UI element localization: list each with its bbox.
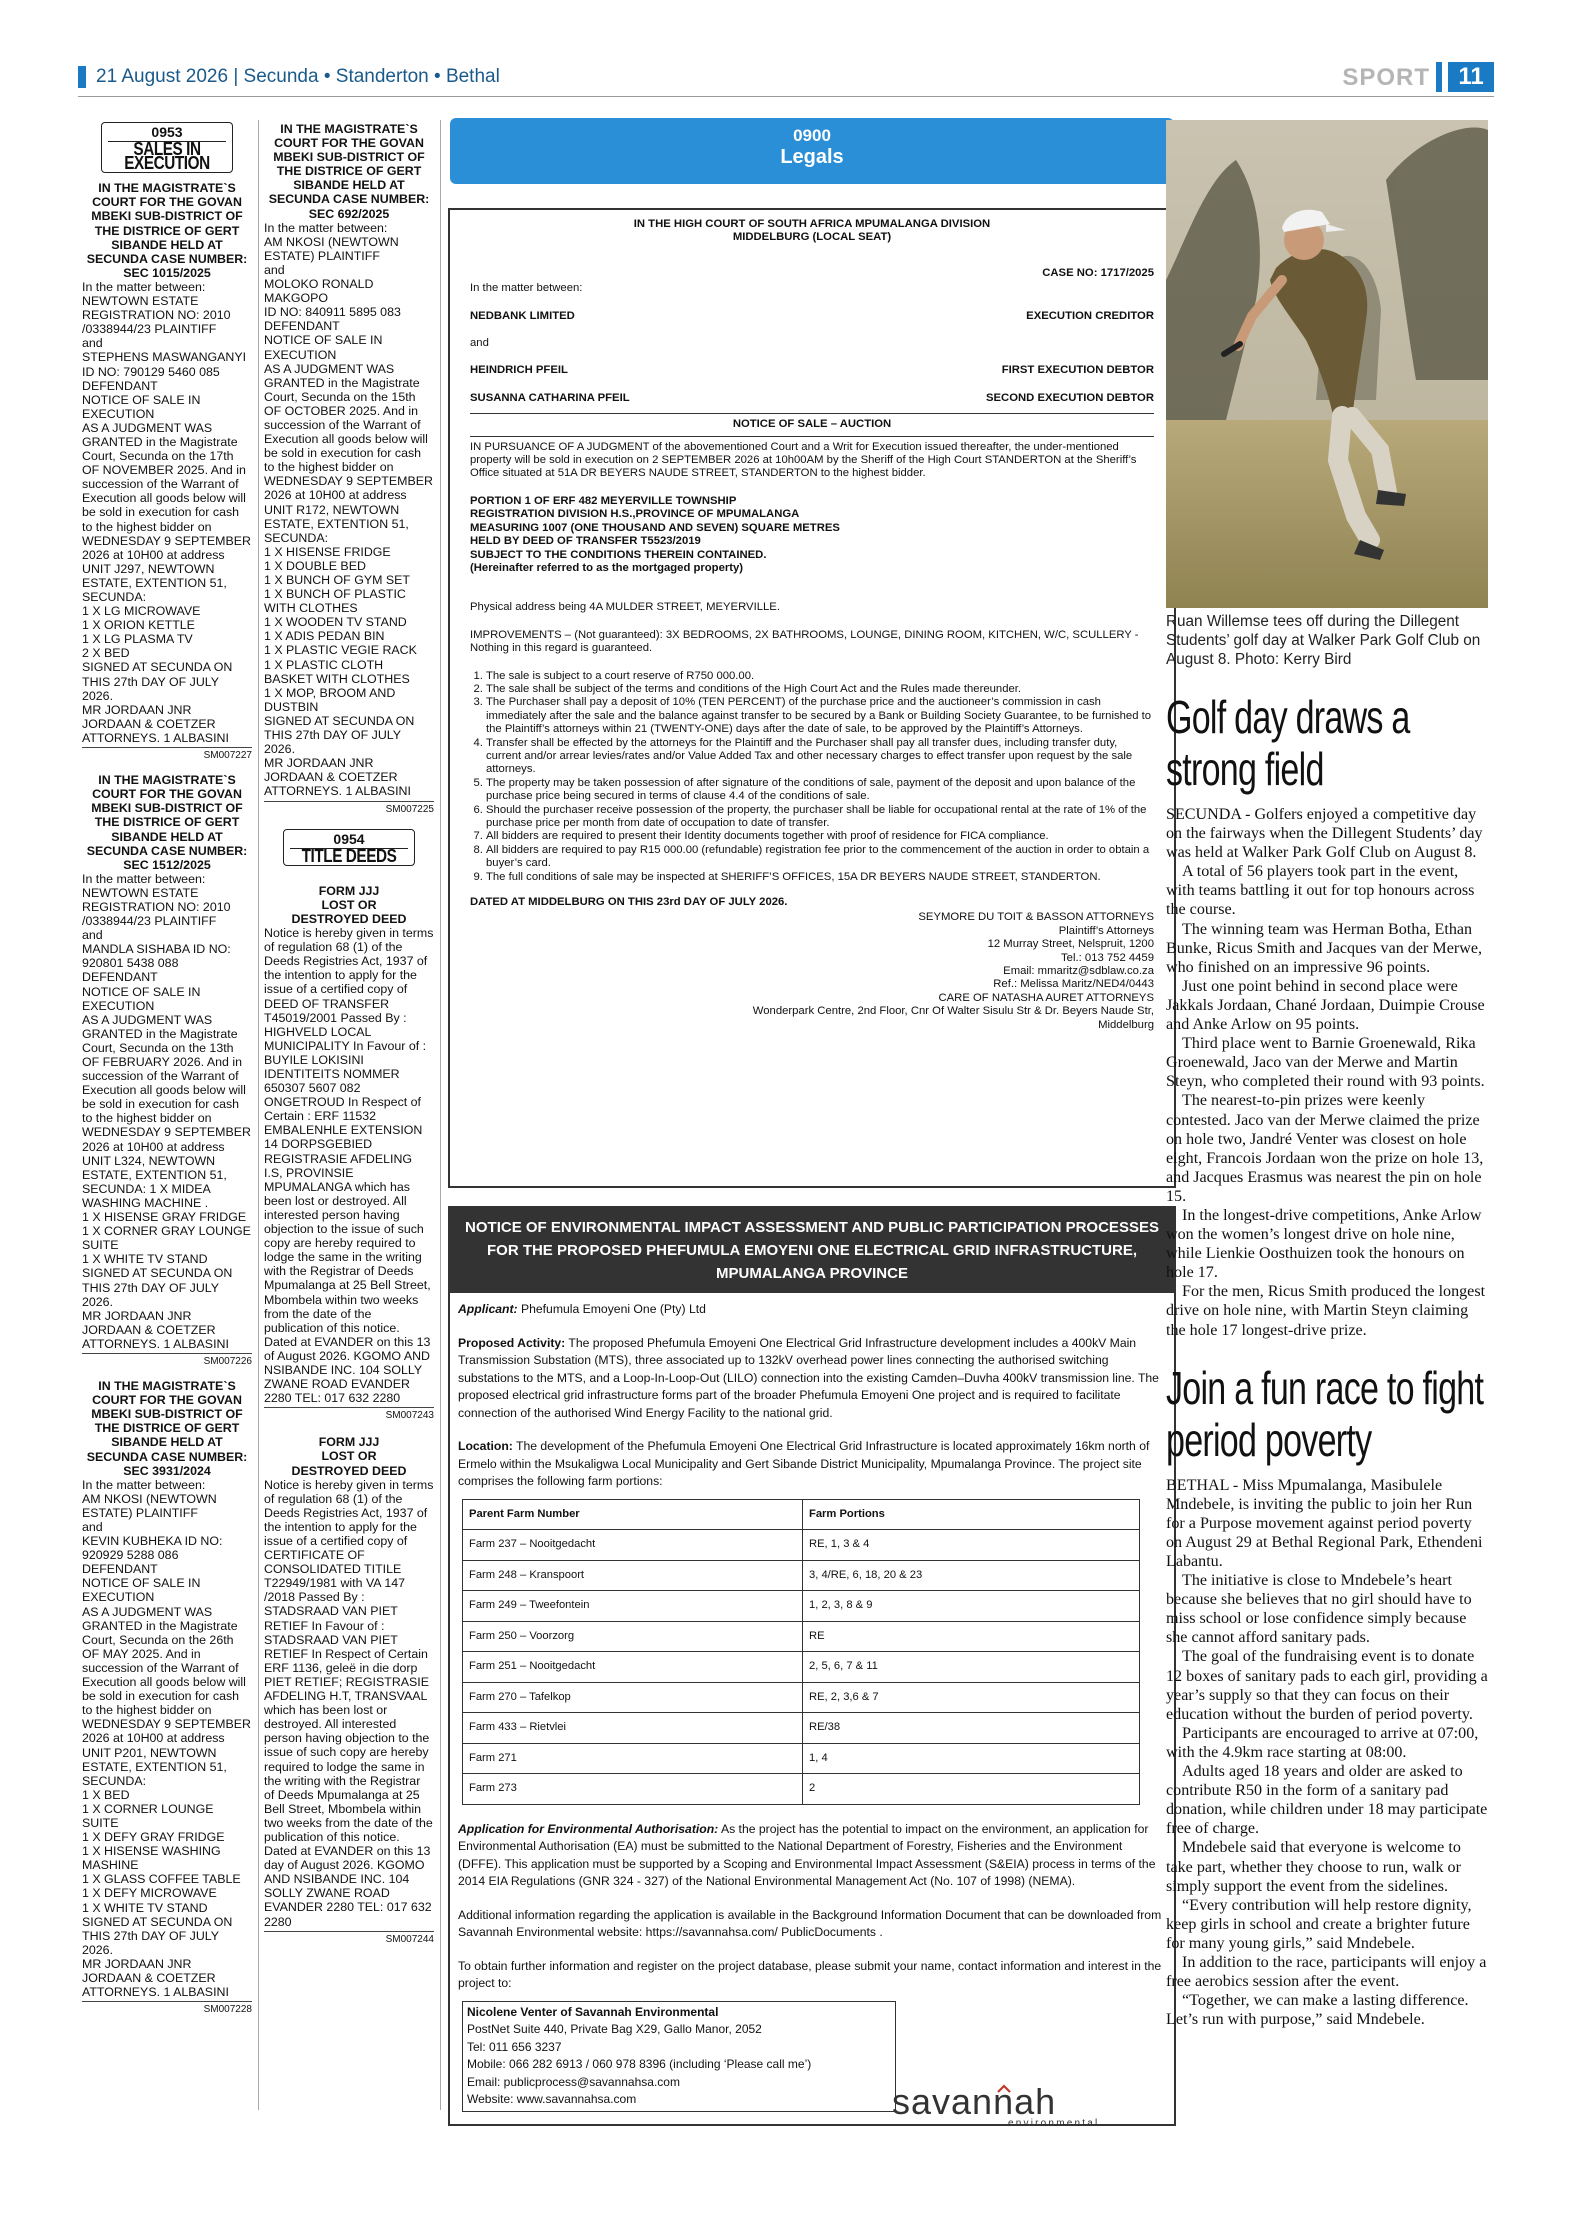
story-paragraph: In addition to the race, participants will enjoy a free aerobics session after the event. bbox=[1166, 1953, 1487, 1991]
condition-item: 6. Should the purchaser receive possession of the property, the purchaser shall be liable for occupational rental at the rate of 1% of the purchase price per month from date of occupation to date of transfer. bbox=[486, 804, 1154, 831]
divider bbox=[470, 413, 1154, 414]
table-row bbox=[463, 1530, 1140, 1561]
court-heading: IN THE MAGISTRATE`S COURT FOR THE GOVAN MBEKI SUB-DISTRICT OF THE DISTRICE OF GERT SIBANDE HELD AT SECUNDA CASE NUMBER: SEC 1512/2025 bbox=[86, 773, 248, 872]
register-info: To obtain further information and register on the project database, please submit your name, contact information and interest in the project to: bbox=[458, 1958, 1162, 1990]
condition-item: 1. The sale is subject to a court reserve of R750 000.00. bbox=[486, 670, 1154, 683]
portion-cell: RE, 2, 3,6 & 7 bbox=[803, 1682, 1140, 1713]
deed-heading: FORM JJJ LOST OR DESTROYED DEED bbox=[291, 883, 407, 926]
column-header: Parent Farm Number bbox=[463, 1499, 803, 1530]
story-paragraph: Third place went to Barnie Groenewald, Rika Groenewald, Jaco van der Merwe and Martin Steyn, who completed their round with 93 points. bbox=[1166, 1035, 1485, 1091]
story-paragraph: The initiative is close to Mndebele’s heart because she believes that no girl should have to miss school or lose confidence simply because she cannot afford sanitary pads. bbox=[1166, 1572, 1472, 1647]
story-paragraph: SECUNDA - Golfers enjoyed a competitive day on the fairways when the Dillegent Students’ day was held at Walker Park Golf Club on August 8. bbox=[1166, 806, 1483, 862]
story-paragraph: Participants are encouraged to arrive at 07:00, with the 4.9km race starting at 08:00. bbox=[1166, 1724, 1479, 1761]
notice-body: In the matter between: NEWTOWN ESTATE REGISTRATION NO: 2010 /0338944/23 PLAINTIFF and MANDLA SISHABA ID NO: 920801 5438 088 DEFENDANT NOTICE OF SALE IN EXECUTION AS A JUDGMENT WAS GRANTED in the Magistrate Court, Secunda on the 13th OF FEBRUARY 2026. And in succession of the Warrant of Execution all goods below will be sold in execution for cash to the highest bidder on WEDNESDAY 9 SEPTEMBER 2026 at 10H00 at address UNIT L324, NEWTOWN ESTATE, EXTENTION 51, SECUNDA: 1 X MIDEA WASHING MACHINE . 1 X HISENSE GRAY FRIDGE 1 X CORNER GRAY LOUNGE SUITE 1 X WHITE TV STAND SIGNED AT SECUNDA ON THIS 27th DAY OF JULY 2026. MR JORDAAN JNR JORDAAN & COETZER ATTORNEYS. 1 ALBASINI bbox=[82, 871, 251, 1351]
table-header-row bbox=[463, 1499, 1140, 1530]
legals-number: 0900 bbox=[793, 126, 831, 145]
table-row bbox=[463, 1652, 1140, 1683]
classifieds-column-1 bbox=[82, 122, 252, 2027]
table-row bbox=[463, 1682, 1140, 1713]
story-paragraph: “Together, we can make a lasting difference. Let’s run with purpose,” said Mndebele. bbox=[1166, 1992, 1469, 2029]
deed-notice bbox=[264, 884, 434, 1424]
header-rule bbox=[78, 96, 1494, 97]
deed-notice bbox=[264, 1435, 434, 1946]
photo-caption: Ruan Willemse tees off during the Dillegent Students’ golf day at Walker Park Golf Club on August 8. Photo: Kerry Bird bbox=[1166, 613, 1481, 668]
applicant-line bbox=[458, 1301, 1166, 1319]
story-paragraph: The goal of the fundraising event is to donate 12 boxes of sanitary pads to each girl, providing a year’s supply so that they can focus on their education without the burden of period poverty. bbox=[1166, 1648, 1488, 1723]
golf-headline: Golf day draws a strong field bbox=[1166, 691, 1410, 795]
race-headline: Join a fun race to fight period poverty bbox=[1166, 1361, 1484, 1466]
page-number: 11 bbox=[1448, 62, 1494, 92]
farm-cell: Farm 270 – Tafelkop bbox=[463, 1682, 803, 1713]
legals-title: Legals bbox=[780, 146, 844, 168]
matter-between: In the matter between: bbox=[470, 282, 583, 295]
notice-ref: SM007228 bbox=[82, 2001, 252, 2017]
applicant-label: Applicant: bbox=[458, 1302, 518, 1316]
story-paragraph: For the men, Ricus Smith produced the longest drive on hole nine, with Martin Steyn claiming the hole 17 longest-drive prize. bbox=[1166, 1283, 1486, 1339]
portion-cell: RE/38 bbox=[803, 1713, 1140, 1744]
story-paragraph: The winning team was Herman Botha, Ethan Bunke, Ricus Smith and Jacques van der Merwe, who finished on an impressive 96 points. bbox=[1166, 920, 1482, 976]
authorisation-paragraph bbox=[458, 1821, 1166, 1891]
conditions-list bbox=[486, 670, 1154, 885]
farm-cell: Farm 250 – Voorzorg bbox=[463, 1621, 803, 1652]
divider bbox=[470, 436, 1154, 437]
applicant-value: Phefumula Emoyeni One (Pty) Ltd bbox=[517, 1302, 706, 1316]
farm-portions-table bbox=[462, 1499, 1140, 1805]
party-role: FIRST EXECUTION DEBTOR bbox=[1001, 364, 1154, 377]
physical-address: Physical address being 4A MULDER STREET, MEYERVILLE. bbox=[470, 601, 780, 614]
contact-details: PostNet Suite 440, Private Bag X29, Gallo Manor, 2052 Tel: 011 656 3237 Mobile: 066 282 6913 / 060 978 8396 (including ‘Please call me’) Email: publicprocess@savannahsa.com Website: www.savannahsa.com bbox=[467, 2022, 812, 2106]
notice-ref: SM007226 bbox=[82, 1353, 252, 1369]
high-court-notice bbox=[448, 208, 1176, 1188]
category-title: TITLE DEEDS bbox=[301, 845, 397, 866]
savannah-logo-graphic bbox=[890, 2084, 1120, 2128]
logo-wordmark: savannah bbox=[892, 2084, 1057, 2122]
header-date-place: 21 August 2026 | Secunda • Standerton • Bethal bbox=[96, 66, 500, 87]
header-accent-bar bbox=[78, 66, 86, 88]
story-paragraph: “Every contribution will help restore dignity, keep girls in school and create a brighter future for many young girls,” said Mndebele. bbox=[1166, 1896, 1472, 1952]
farm-cell: Farm 237 – Nooitgedacht bbox=[463, 1530, 803, 1561]
party-row bbox=[470, 310, 1154, 323]
authorisation-text: As the project has the potential to impact on the environment, an application for Environmental Authorisation (EA) must be submitted to the National Department of Forestry, Fisheries and the Environment (DFFE). This application must be supported by a Scoping and Environmental Impact Assessment (S&EIA) process in terms of the 2014 EIA Regulations (GNR 324 - 327) of the National Environmental Management Act (No. 107 of 1998) (NEMA). bbox=[458, 1821, 1156, 1888]
story-paragraph: A total of 56 players took part in the event, with teams battling it out for top honours across the course. bbox=[1166, 863, 1475, 919]
table-row bbox=[463, 1713, 1140, 1744]
table-row bbox=[463, 1774, 1140, 1805]
logo-subtitle: environmental bbox=[1008, 2118, 1100, 2128]
activity-label: Proposed Activity: bbox=[458, 1335, 566, 1350]
portion-cell: 2, 5, 6, 7 & 11 bbox=[803, 1652, 1140, 1683]
story-paragraph: Just one point behind in second place were Jakkals Jordaan, Chané Jordaan, Duimpie Crouse and Anke Arlow on 95 points. bbox=[1166, 977, 1485, 1034]
section-label: SPORT bbox=[1342, 64, 1430, 91]
party-role: SECOND EXECUTION DEBTOR bbox=[985, 391, 1154, 404]
farm-cell: Farm 273 bbox=[463, 1774, 803, 1805]
portion-cell: RE bbox=[803, 1621, 1140, 1652]
portion-cell: 2 bbox=[803, 1774, 1140, 1805]
party-name: SUSANNA CATHARINA PFEIL bbox=[470, 391, 630, 404]
condition-item: 5. The property may be taken possession of after signature of the conditions of sale, payment of the deposit and upon balance of the purchase price being secured in terms of clause 4.4 of the conditions of sale. bbox=[486, 777, 1154, 804]
env-notice-title: NOTICE OF ENVIRONMENTAL IMPACT ASSESSMENT AND PUBLIC PARTICIPATION PROCESSES FOR THE PROPOSED PHEFUMULA EMOYENI ONE ELECTRICAL GRID INFRASTRUCTURE, MPUMALANGA PROVINCE bbox=[450, 1208, 1174, 1293]
dated-line: DATED AT MIDDELBURG ON THIS 23rd DAY OF JULY 2026. bbox=[470, 896, 788, 909]
party-role: EXECUTION CREDITOR bbox=[1026, 309, 1154, 322]
column-header: Farm Portions bbox=[803, 1499, 1140, 1530]
farm-cell: Farm 271 bbox=[463, 1743, 803, 1774]
portion-cell: 1, 2, 3, 8 & 9 bbox=[803, 1591, 1140, 1622]
contact-box bbox=[462, 2001, 896, 2112]
golf-story bbox=[1166, 805, 1488, 1340]
classifieds-column-2 bbox=[264, 122, 434, 1957]
sale-notice bbox=[82, 773, 252, 1369]
savannah-logo bbox=[890, 2084, 1120, 2128]
party-row bbox=[470, 364, 1154, 377]
location-label: Location: bbox=[458, 1439, 513, 1453]
portion-cell: 1, 4 bbox=[803, 1743, 1140, 1774]
notice-body: In the matter between: AM NKOSI (NEWTOWN ESTATE) PLAINTIFF and KEVIN KUBHEKA ID NO: 920929 5288 086 DEFENDANT NOTICE OF SALE IN EXECUTION AS A JUDGMENT WAS GRANTED in the Magistrate Court, Secunda on the 26th OF MAY 2025. And in succession of the Warrant of Execution all goods below will be sold in execution for cash to the highest bidder on WEDNESDAY 9 SEPTEMBER 2026 at 10H00 at address UNIT P201, NEWTOWN ESTATE, EXTENTION 51, SECUNDA: 1 X BED 1 X CORNER LOUNGE SUITE 1 X DEFY GRAY FRIDGE 1 X HISENSE WASHING MASHINE 1 X GLASS COFFEE TABLE 1 X DEFY MICROWAVE 1 X WHITE TV STAND SIGNED AT SECUNDA ON THIS 27th DAY OF JULY 2026. MR JORDAAN JNR JORDAAN & COETZER ATTORNEYS. 1 ALBASINI bbox=[82, 1477, 251, 2000]
party-name: NEDBANK LIMITED bbox=[470, 309, 575, 322]
header-separator bbox=[1436, 62, 1442, 92]
category-number: 0954 bbox=[290, 832, 408, 849]
classified-category-box bbox=[283, 829, 415, 866]
column-rule bbox=[440, 120, 441, 2110]
farm-cell: Farm 251 – Nooitgedacht bbox=[463, 1652, 803, 1683]
portion-cell: 3, 4/RE, 6, 18, 20 & 23 bbox=[803, 1560, 1140, 1591]
legals-banner bbox=[450, 118, 1174, 184]
category-number: 0953 bbox=[108, 125, 226, 142]
location-paragraph bbox=[458, 1438, 1166, 1491]
column-rule bbox=[258, 120, 259, 2110]
condition-item: 2. The sale shall be subject of the terms and conditions of the High Court Act and the Rules made thereunder. bbox=[486, 683, 1154, 696]
party-name: HEINDRICH PFEIL bbox=[470, 364, 568, 377]
race-story bbox=[1166, 1476, 1488, 2030]
location-text: The development of the Phefumula Emoyeni One Electrical Grid Infrastructure is located approximately 16km north of Ermelo within the Msukaligwa Local Municipality and Gert Sibande District Municipality, Mpumalanga Province. The project site comprises the following farm portions: bbox=[458, 1439, 1150, 1488]
sale-notice bbox=[264, 122, 434, 817]
condition-item: 7. All bidders are required to present their Identity documents together with proof of residence for FICA compliance. bbox=[486, 830, 1154, 843]
court-heading: IN THE MAGISTRATE`S COURT FOR THE GOVAN MBEKI SUB-DISTRICT OF THE DISTRICE OF GERT SIBANDE HELD AT SECUNDA CASE NUMBER: SEC 1015/2025 bbox=[86, 181, 248, 280]
environmental-notice bbox=[448, 1206, 1176, 2126]
condition-item: 8. All bidders are required to pay R15 000.00 (refundable) registration fee prior to the commencement of the auction in order to obtain a buyer’s card. bbox=[486, 844, 1154, 871]
property-description: PORTION 1 OF ERF 482 MEYERVILLE TOWNSHIP REGISTRATION DIVISION H.S.,PROVINCE OF MPUMALANGA MEASURING 1007 (ONE THOUSAND AND SEVEN) SQUARE METRES HELD BY DEED OF TRANSFER T5523/2019 SUBJECT TO THE CONDITIONS THEREIN CONTAINED. (Hereinafter referred to as the mortgaged property) bbox=[470, 494, 840, 574]
deed-heading: FORM JJJ LOST OR DESTROYED DEED bbox=[291, 1435, 407, 1478]
additional-info: Additional information regarding the application is available in the Background Information Document that can be downloaded from Savannah Environmental website: https://savannahsa.com/ PublicDocuments . bbox=[458, 1907, 1162, 1939]
story-paragraph: Mndebele said that everyone is welcome to take part, whether they choose to run, walk or simply support the event from the sidelines. bbox=[1166, 1839, 1461, 1895]
and-text: and bbox=[470, 337, 489, 350]
notice-of-sale-heading: NOTICE OF SALE – AUCTION bbox=[732, 418, 892, 431]
notice-ref: SM007243 bbox=[264, 1407, 434, 1423]
notice-body: In the matter between: AM NKOSI (NEWTOWN ESTATE) PLAINTIFF and MOLOKO RONALD MAKGOPO ID NO: 840911 5895 083 DEFENDANT NOTICE OF SALE IN EXECUTION AS A JUDGMENT WAS GRANTED in the Magistrate Court, Secunda on the 15th OF OCTOBER 2025. And in succession of the Warrant of Execution all goods below will be sold in execution for cash to the highest bidder on WEDNESDAY 9 SEPTEMBER 2026 at 10H00 at address UNIT R172, NEWTOWN ESTATE, EXTENTION 51, SECUNDA: 1 X HISENSE FRIDGE 1 X DOUBLE BED 1 X BUNCH OF GYM SET 1 X BUNCH OF PLASTIC WITH CLOTHES 1 X WOODEN TV STAND 1 X ADIS PEDAN BIN 1 X PLASTIC VEGIE RACK 1 X PLASTIC CLOTH BASKET WITH CLOTHES 1 X MOP, BROOM AND DUSTBIN SIGNED AT SECUNDA ON THIS 27th DAY OF JULY 2026. MR JORDAAN JNR JORDAAN & COETZER ATTORNEYS. 1 ALBASINI bbox=[264, 220, 433, 799]
classified-category-box bbox=[101, 122, 233, 173]
improvements: IMPROVEMENTS – (Not guaranteed): 3X BEDROOMS, 2X BATHROOMS, LOUNGE, DINING ROOM, KITCHEN, W/C, SCULLERY - Nothing in this regard is guaranteed. bbox=[470, 628, 1139, 655]
notice-ref: SM007227 bbox=[82, 747, 252, 763]
condition-item: 9. The full conditions of sale may be inspected at SHERIFF’S OFFICES, 15A DR BEYERS NAUDE STREET, STANDERTON. bbox=[486, 871, 1154, 884]
notice-ref: SM007244 bbox=[264, 1931, 434, 1947]
story-paragraph: In the longest-drive competitions, Anke Arlow won the women’s longest drive on hole nine, while Lienkie Oosthuizen took the honours on hole 17. bbox=[1166, 1206, 1482, 1282]
attorney-signature: SEYMORE DU TOIT & BASSON ATTORNEYS Plaintiff’s Attorneys 12 Murray Street, Nelspruit, 1200 Tel.: 013 752 4459 Email: mmaritz@sdblaw.co.za Ref.: Melissa Maritz/NED4/0443 CARE OF NATASHA AURET ATTORNEYS Wonderpark Centre, 2nd Floor, Cnr Of Walter Sisulu Str & Dr. Beyers Naude Str, Middelburg bbox=[752, 911, 1154, 1031]
notice-ref: SM007225 bbox=[264, 801, 434, 817]
golf-photo bbox=[1166, 120, 1488, 608]
farm-cell: Farm 249 – Tweefontein bbox=[463, 1591, 803, 1622]
court-heading: IN THE MAGISTRATE`S COURT FOR THE GOVAN MBEKI SUB-DISTRICT OF THE DISTRICE OF GERT SIBANDE HELD AT SECUNDA CASE NUMBER: SEC 3931/2024 bbox=[86, 1379, 248, 1478]
sale-notice bbox=[82, 1379, 252, 2017]
court-heading: IN THE MAGISTRATE`S COURT FOR THE GOVAN MBEKI SUB-DISTRICT OF THE DISTRICE OF GERT SIBANDE HELD AT SECUNDA CASE NUMBER: SEC 692/2025 bbox=[268, 122, 430, 221]
table-row bbox=[463, 1560, 1140, 1591]
env-notice-body bbox=[450, 1293, 1174, 2120]
contact-name: Nicolene Venter of Savannah Environmental bbox=[467, 2004, 719, 2019]
party-row bbox=[470, 392, 1154, 405]
sale-notice bbox=[82, 181, 252, 763]
farm-cell: Farm 248 – Kranspoort bbox=[463, 1560, 803, 1591]
authorisation-label: Application for Environmental Authorisation: bbox=[458, 1821, 719, 1836]
condition-item: 4. Transfer shall be effected by the attorneys for the Plaintiff and the Purchaser shall pay all transfer dues, including transfer duty, current and/or arrear levies/rates and/or Value Added Tax and other necessary charges to effect transfer upon request by the sale attorneys. bbox=[486, 737, 1154, 777]
sale-intro: IN PURSUANCE OF A JUDGMENT of the abovementioned Court and a Writ for Execution issued thereafter, the under-mentioned property will be sold in execution on 2 SEPTEMBER 2026 at 10h00AM by the Sheriff of the High Court STANDERTON at the Sheriff’s Office situated at 51A DR BEYERS NAUDE STREET, STANDERTON to the highest bidder. bbox=[470, 440, 1137, 480]
activity-paragraph bbox=[458, 1335, 1166, 1423]
story-paragraph: The nearest-to-pin prizes were keenly contested. Jaco van der Merwe claimed the prize on hole two, Jandré Venter was closest on hole eight, Francois Jordaan won the prize on hole 13, and Jacques Erasmus was nearest the pin on hole 15. bbox=[1166, 1092, 1484, 1205]
table-row bbox=[463, 1743, 1140, 1774]
table-row bbox=[463, 1591, 1140, 1622]
notice-body: Notice is hereby given in terms of regulation 68 (1) of the Deeds Registries Act, 1937 of the intention to apply for the issue of a certified copy of CERTIFICATE OF CONSOLIDATED TITILE T22949/1981 with VA 147 /2018 Passed By : STADSRAAD VAN PIET RETIEF In Favour of : STADSRAAD VAN PIET RETIEF In Respect of Certain ERF 1136, geleë in die dorp PIET RETIEF; REGISTRASIE AFDELING H.T, TRANSVAAL which has been lost or destroyed. All interested person having objection to the issue of such copy are hereby required to lodge the same in the writing with the Registrar of Deeds Mpumalanga at 25 Bell Street, Mbombela within two weeks from the date of the publication of this notice. Dated at EVANDER on this 13 day of August 2026. KGOMO AND NSIBANDE INC. 104 SOLLY ZWANE ROAD EVANDER 2280 TEL: 017 632 2280 bbox=[264, 1477, 434, 1929]
category-title: SALES IN EXECUTION bbox=[124, 139, 210, 174]
case-number: CASE NO: 1717/2025 bbox=[1042, 266, 1154, 279]
story-paragraph: Adults aged 18 years and older are asked to contribute R50 in the form of a sanitary pad donation, while children under 18 may participate free of charge. bbox=[1166, 1763, 1488, 1838]
sport-column bbox=[1166, 608, 1488, 2029]
notice-body: Notice is hereby given in terms of regulation 68 (1) of the Deeds Registries Act, 1937 of the intention to apply for the issue of a certified copy of DEED OF TRANSFER T45019/2001 Passed By : HIGHVELD LOCAL MUNICIPALITY In Favour of : BUYILE LOKISINI IDENTITEITS NOMMER 650307 5607 082 ONGETROUD In Respect of Certain : ERF 11532 EMBALENHLE EXTENSION 14 DORPSGEBIED REGISTRASIE AFDELING I.S, PROVINSIE MPUMALANGA which has been lost or destroyed. All interested person having objection to the issue of such copy are hereby required to lodge the same in the writing with the Registrar of Deeds Mpumalanga at 25 Bell Street, Mbombela within two weeks from the date of the publication of this notice. Dated at EVANDER on this 13 of August 2026. KGOMO AND NSIBANDE INC. 104 SOLLY ZWANE ROAD EVANDER 2280 TEL: 017 632 2280 bbox=[264, 926, 434, 1406]
golfer-photo-illustration bbox=[1166, 120, 1488, 608]
story-paragraph: BETHAL - Miss Mpumalanga, Masibulele Mndebele, is inviting the public to join her Run for a Purpose movement against period poverty on August 29 at Bethal Regional Park, Ethendeni Labantu. bbox=[1166, 1476, 1483, 1570]
activity-text: The proposed Phefumula Emoyeni One Electrical Grid Infrastructure development includes a 400kV Main Transmission Substation (MTS), three associated up to 132kV overhead power lines connecting the authorised switching substations to the MTS, and a Loop-In-Loop-Out (LILO) connection into the existing Camden–Duvha 400kV transmission line. The proposed electrical grid infrastructure forms part of the broader Phefumula Emoyeni One project and is required to facilitate connection of the authorised Wind Energy Facility to the national grid. bbox=[458, 1335, 1159, 1420]
farm-cell: Farm 433 – Rietvlei bbox=[463, 1713, 803, 1744]
table-row bbox=[463, 1621, 1140, 1652]
court-title: IN THE HIGH COURT OF SOUTH AFRICA MPUMALANGA DIVISION MIDDELBURG (LOCAL SEAT) bbox=[633, 218, 991, 244]
portion-cell: RE, 1, 3 & 4 bbox=[803, 1530, 1140, 1561]
page-header bbox=[78, 62, 1494, 92]
condition-item: 3. The Purchaser shall pay a deposit of 10% (TEN PERCENT) of the purchase price and the auctioneer’s commission in cash immediately after the sale and the balance against transfer to be secured by a Bank or Building Society Guarantee, to be furnished to the Plaintiff’s attorneys within 21 (TWENTY-ONE) days after the date of sale, to be approved by the Plaintiff’s Attorneys. bbox=[486, 696, 1154, 736]
notice-body: In the matter between: NEWTOWN ESTATE REGISTRATION NO: 2010 /0338944/23 PLAINTIFF and STEPHENS MASWANGANYI ID NO: 790129 5460 085 DEFENDANT NOTICE OF SALE IN EXECUTION AS A JUDGMENT WAS GRANTED in the Magistrate Court, Secunda on the 17th OF NOVEMBER 2025. And in succession of the Warrant of Execution all goods below will be sold in execution for cash to the highest bidder on WEDNESDAY 9 SEPTEMBER 2026 at 10H00 at address UNIT J297, NEWTOWN ESTATE, EXTENTION 51, SECUNDA: 1 X LG MICROWAVE 1 X ORION KETTLE 1 X LG PLASMA TV 2 X BED SIGNED AT SECUNDA ON THIS 27th DAY OF JULY 2026. MR JORDAAN JNR JORDAAN & COETZER ATTORNEYS. 1 ALBASINI bbox=[82, 279, 251, 745]
